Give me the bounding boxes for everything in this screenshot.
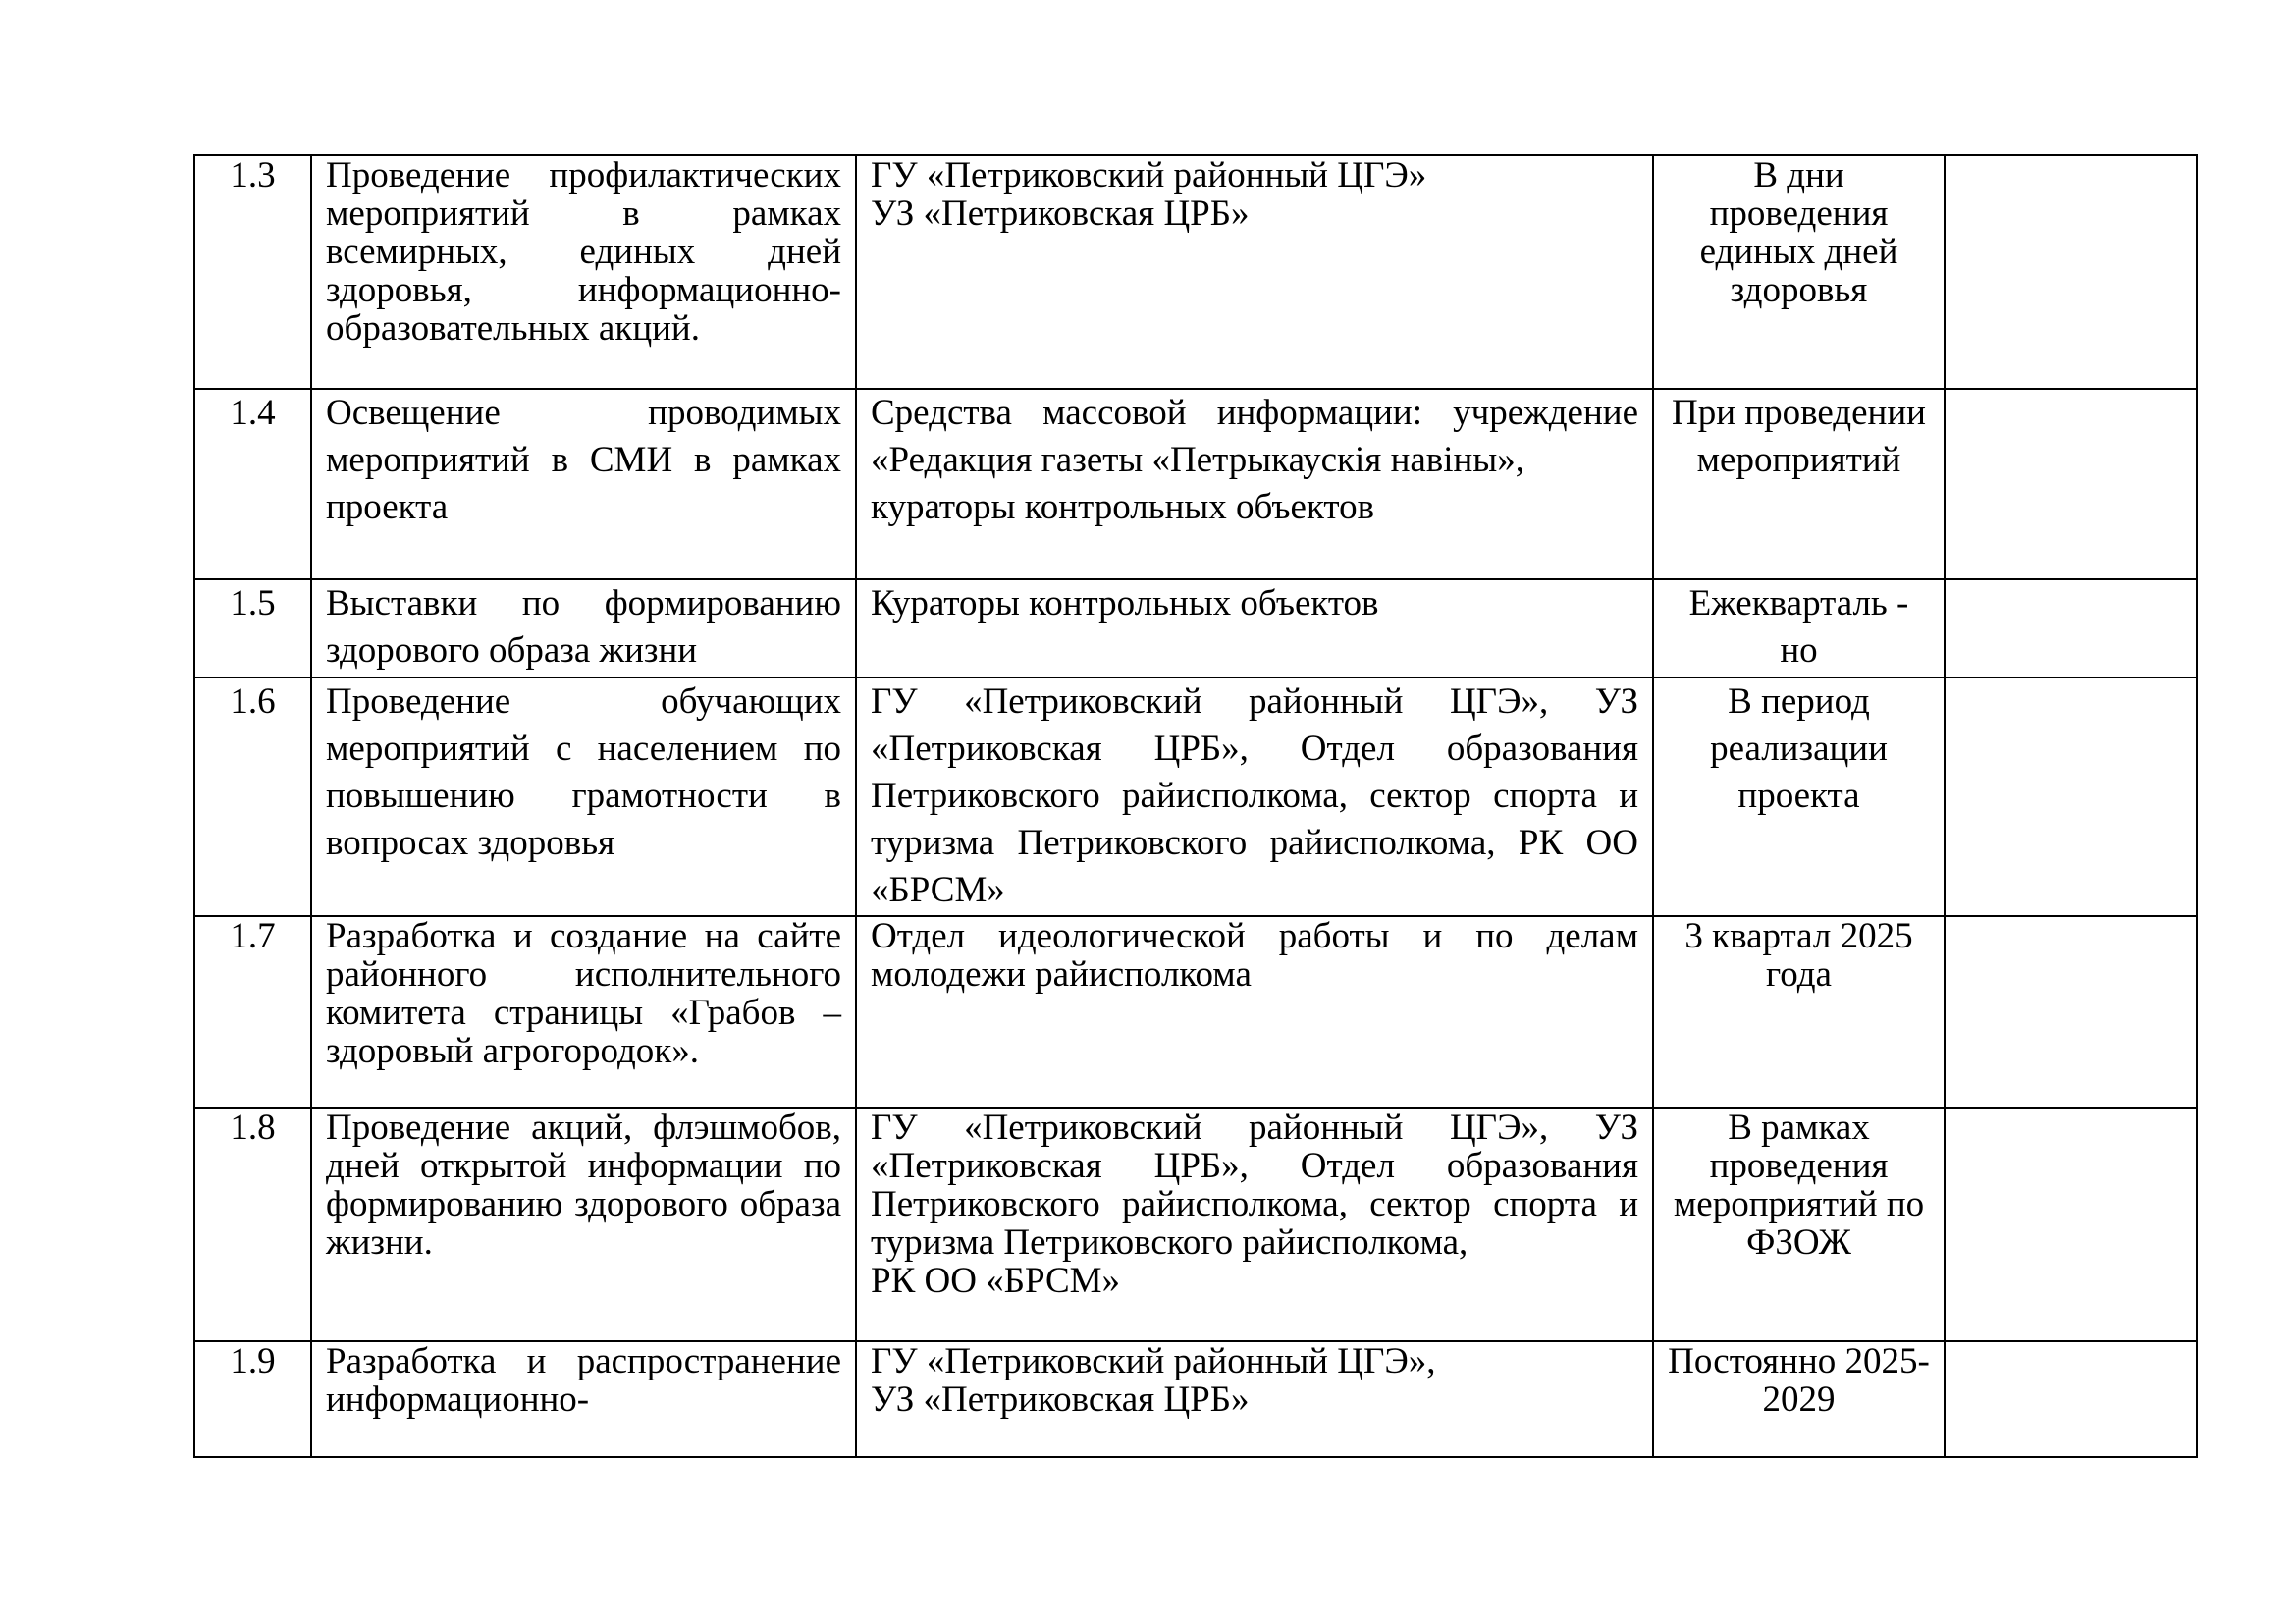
period-cell: 3 квартал 2025 года — [1653, 916, 1945, 1108]
table-row — [194, 916, 2197, 1108]
table-row — [194, 389, 2197, 579]
activity-cell: Разработка и создание на сайте районного исполнительного комитета страницы «Грабов – здоровый агрогородок». — [311, 916, 856, 1108]
activity-cell: Проведение профилактических мероприятий в рамках всемирных, единых дней здоровья, информационно-образовательных акций. — [311, 155, 856, 389]
period-cell: В рамках проведения мероприятий по ФЗОЖ — [1653, 1108, 1945, 1341]
note-cell — [1945, 677, 2197, 916]
table-row — [194, 677, 2197, 916]
note-cell — [1945, 916, 2197, 1108]
responsible-line: кураторы контрольных объектов — [871, 487, 1375, 527]
activity-cell: Проведение акций, флэшмобов, дней открытой информации по формированию здорового образа жизни. — [311, 1108, 856, 1341]
period-cell: В дни проведения единых дней здоровья — [1653, 155, 1945, 389]
table-row — [194, 155, 2197, 389]
period-cell: Постоянно 2025-2029 — [1653, 1341, 1945, 1457]
row-number: 1.4 — [194, 389, 311, 579]
responsible-cell — [856, 916, 1653, 1108]
responsible-cell — [856, 155, 1653, 389]
period-cell: В период реализации проекта — [1653, 677, 1945, 916]
table-row — [194, 1108, 2197, 1341]
period-cell: При проведении мероприятий — [1653, 389, 1945, 579]
responsible-line: ГУ «Петриковский районный ЦГЭ» — [871, 155, 1427, 195]
note-cell — [1945, 579, 2197, 677]
responsible-line: Кураторы контрольных объектов — [871, 583, 1379, 623]
note-cell — [1945, 389, 2197, 579]
responsible-cell — [856, 1341, 1653, 1457]
activity-cell: Проведение обучающих мероприятий с населением по повышению грамотности в вопросах здоровья — [311, 677, 856, 916]
responsible-line: Средства массовой информации: учреждение «Редакция газеты «Петрыкаускія навіны», — [871, 393, 1638, 480]
activity-cell: Разработка и распространение информационно- — [311, 1341, 856, 1457]
responsible-line: УЗ «Петриковская ЦРБ» — [871, 1380, 1250, 1420]
responsible-line: Отдел идеологической работы и по делам молодежи райисполкома — [871, 916, 1638, 995]
responsible-line: УЗ «Петриковская ЦРБ» — [871, 193, 1250, 234]
row-number: 1.6 — [194, 677, 311, 916]
table-row — [194, 579, 2197, 677]
note-cell — [1945, 1108, 2197, 1341]
responsible-line: ГУ «Петриковский районный ЦГЭ», УЗ «Петриковская ЦРБ», Отдел образования Петриковского райисполкома, сектор спорта и туризма Петриковского райисполкома, РК ОО «БРСМ» — [871, 681, 1638, 910]
note-cell — [1945, 1341, 2197, 1457]
responsible-cell — [856, 1108, 1653, 1341]
period-cell: Ежекварталь - но — [1653, 579, 1945, 677]
row-number: 1.3 — [194, 155, 311, 389]
responsible-line: ГУ «Петриковский районный ЦГЭ», — [871, 1341, 1436, 1381]
activity-cell: Освещение проводимых мероприятий в СМИ в рамках проекта — [311, 389, 856, 579]
responsible-cell — [856, 579, 1653, 677]
row-number: 1.9 — [194, 1341, 311, 1457]
row-number: 1.5 — [194, 579, 311, 677]
responsible-cell — [856, 677, 1653, 916]
activity-cell: Выставки по формированию здорового образа жизни — [311, 579, 856, 677]
responsible-line: РК ОО «БРСМ» — [871, 1261, 1121, 1301]
row-number: 1.8 — [194, 1108, 311, 1341]
plan-table — [193, 154, 2198, 1458]
responsible-cell — [856, 389, 1653, 579]
table-row — [194, 1341, 2197, 1457]
note-cell — [1945, 155, 2197, 389]
row-number: 1.7 — [194, 916, 311, 1108]
responsible-line: ГУ «Петриковский районный ЦГЭ», УЗ «Петриковская ЦРБ», Отдел образования Петриковского райисполкома, сектор спорта и туризма Петриковского райисполкома, — [871, 1108, 1638, 1263]
